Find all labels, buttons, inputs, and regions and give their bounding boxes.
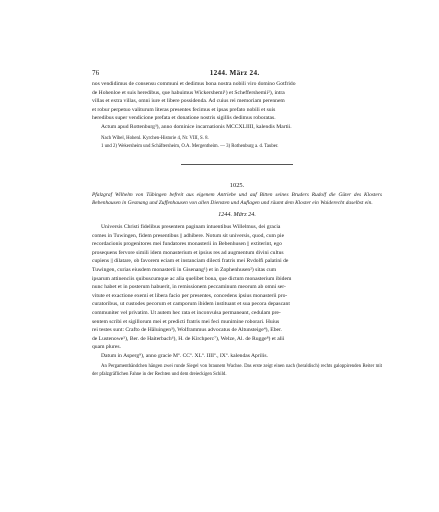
charter-line: comes in Tuwingen, fidem presentibus || adhibere. Notum sit universis, quod, cum pie (92, 232, 285, 239)
charter-line: ipsarum attinenciis quibuscumque ac alia quelibet bona, que dictum monasterium ibidem (92, 275, 292, 282)
charter-line: prosequens fervore simili idem monasterium et ipsius res ad augmentum divini cultus (92, 249, 284, 256)
source-note: Nach Wibel, Hohenl. Kyrchen-Historie 4, Nr. VIII, S. 8. (101, 135, 209, 141)
seal-note: An Pergamentbändchen hängen zwei runde Siegel von braunem Wachse. Das erste zeigt einen nach (heraldisch) rechts galoppirenden Reiter mit der pfalzgräflichen Fahne in der Rechten und dem dreieckigen Schild. (92, 364, 382, 377)
page-content (92, 69, 382, 378)
charter-line: sentem scribi et sigillorum mei et predicti fratris mei feci munimine roborari. Huius (92, 318, 280, 325)
charter-line: Universis Christi fidelibus presentem paginam intuentibus Willelmus, dei gracia (101, 223, 281, 230)
top-text-line: et robur perpetuo valiturum literas presentes fecimus et ipsas prefato nobili et suis (92, 106, 276, 113)
document-date: 1244. März 24. (218, 210, 256, 218)
datum-line: Datum in Asperg⁹), anno gracie Mº. CCº. XLº. IIIIº., IXº. kalendas Aprilis. (101, 352, 268, 359)
top-text-line: heredibus super vendicione prefata et donatione nostris sigillis dedimus roboratas. (92, 115, 276, 122)
charter-line: communiter vel privatim. Ut autem hec rata et inconvulsa permaneant, cedulam pre- (92, 309, 281, 316)
document-summary: Pfalzgraf Wilhelm von Tübingen befreit aus eigenem Antriebe und auf Bitten seines Bruders Rudolf die Güter des Klosters Bebenhausen in Gesmang und Zuffenhausen von allen Diensten und Auflagen und räumt dem Kloster ein Waiderecht daselbst ein. (92, 192, 382, 207)
footnote: 1 und 2) Wekersheim und Schäftersheim, O.A. Mergentheim. — 3) Rothenburg a. d. Tauber. (101, 143, 279, 149)
running-header (92, 69, 382, 77)
actum-line: Actum apud Rottenburg³), anno dominice incarnationis MCCXLIIII, kalendis Martii. (101, 123, 292, 130)
charter-line: Tuwingen, curias eiusdem monasterii in Gisenang¹) et in Zophenhusen²) sitas cum (92, 266, 277, 273)
document-number: 1025. (229, 182, 245, 190)
charter-line: rei testes sunt: Crafto de Hâluingen³), Wolframmus advocatus de Altunsteige⁴), Eber. (92, 327, 282, 334)
charter-line: recordacionis progenitores mei fundatores monasterii in Bebenhusen || extiterint, ego (92, 241, 282, 248)
top-text-line: de Hohenloe et suis heredibus, que habuimus Wickershemi¹) et Scheffershemii²), intra (92, 89, 285, 96)
charter-line: quam plures. (92, 344, 121, 351)
charter-line: cupiens || dilatare, ob favorem eciam et instanciam dilecti fratris mei Rvdolfi palatini de (92, 258, 289, 265)
section-divider (181, 164, 293, 165)
charter-line: de Lustenowe⁵), Ber. de Haiterbach⁶), H. de Kirchperc⁷), Welze, Al. de Rugge⁸) et alii (92, 335, 285, 342)
charter-line: curatoribus, ut custodes pecorum et camporum ibidem instituant et sua pecora depascant (92, 301, 290, 308)
charter-line: nunc habet et in posterum habuerit, in remissionem peccaminum meorum ab omni ser- (92, 284, 286, 291)
header-date: 1244. März 24. (209, 69, 260, 77)
charter-line: vitute et exactione exemi et libera facio per presentes, concedens ipsius monasterii pro- (92, 292, 288, 299)
top-text-line: villas et extra villas, omni iure et libere possidenda. Ad cuius rei memoriam perennem (92, 98, 285, 105)
page-number: 76 (92, 69, 100, 77)
top-text-line: nos vendidimus de consensu communi et dedimus bona nostra nobili viro domino Gotfrido (92, 81, 296, 87)
